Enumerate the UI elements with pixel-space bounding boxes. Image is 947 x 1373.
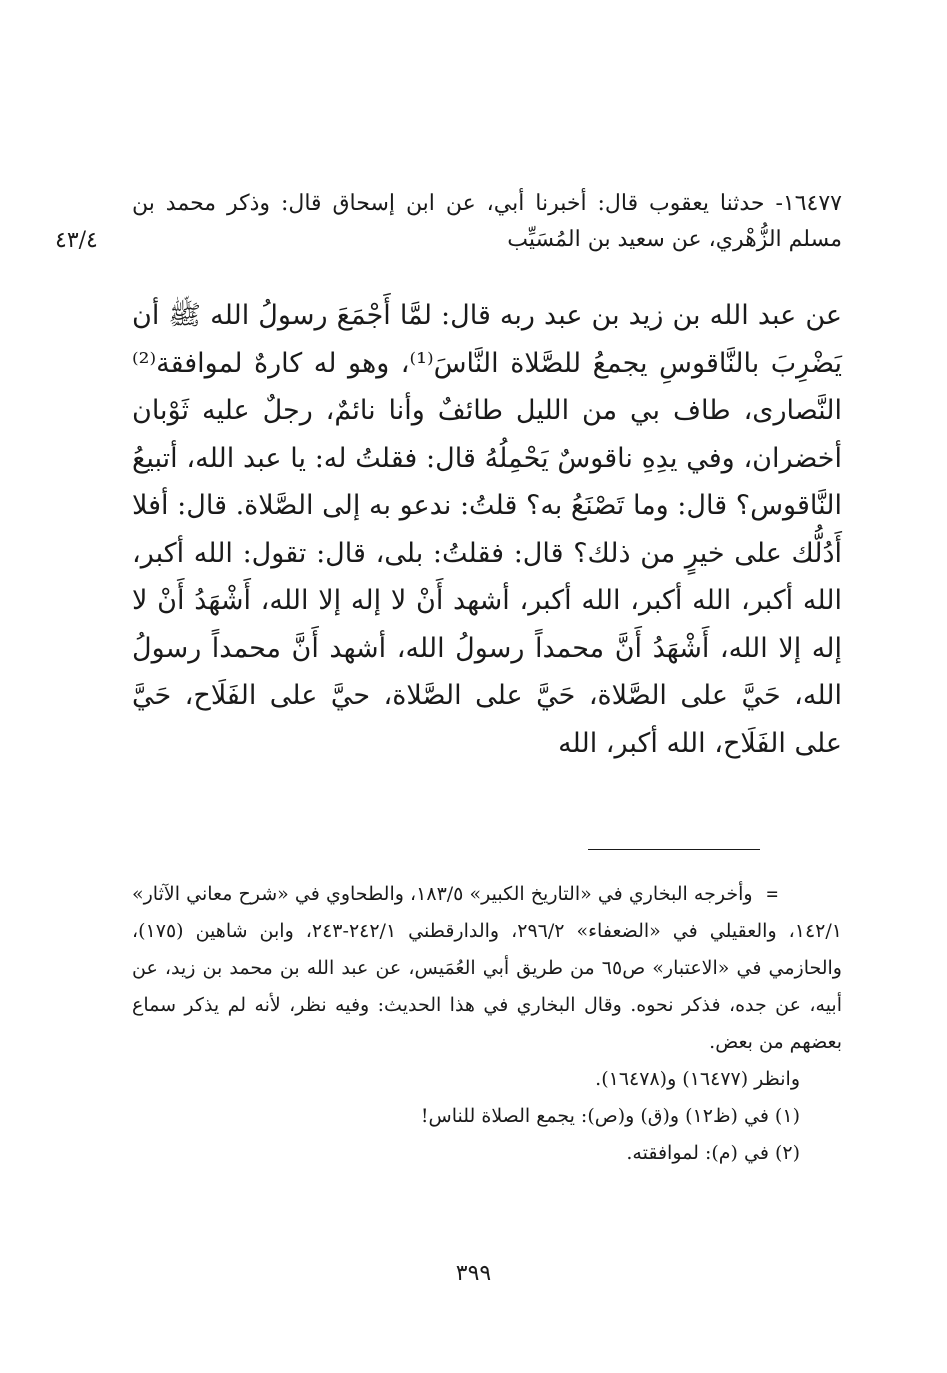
footnote-2: (٢) في (م): لموافقته. <box>626 1142 800 1164</box>
hadith-text <box>132 292 842 767</box>
hadith-paragraph: عن عبد الله بن زيد بن عبد ربه قال: لمَّا أَجْمَعَ رسولُ الله ﷺ أن يَضْرِبَ بالنَّاقوسِ يجمعُ للصَّلاة النَّاسَ⁽¹⁾، وهو له كارهٌ لموافقة⁽²⁾ النَّصارى، طاف بي من الليل طائفٌ وأنا نائمٌ، رجلٌ عليه ثَوْبان أخضران، وفي يدِهِ ناقوسٌ يَحْمِلُهُ قال: فقلتُ له: يا عبد الله، أتبيعُ النَّاقوس؟ قال: وما تَصْنَعُ به؟ قلتُ: ندعو به إلى الصَّلاة. قال: أفلا أَدُلُّك على خيرٍ من ذلك؟ قال: فقلتُ: بلى، قال: تقول: الله أكبر، الله أكبر، الله أكبر، الله أكبر، أشهد أَنْ لا إله إلا الله، أَشْهَدُ أَنْ لا إله إلا الله، أَشْهَدُ أَنَّ محمداً رسولُ الله، أشهد أَنَّ محمداً رسولُ الله، حَيَّ على الصَّلاة، حَيَّ على الصَّلاة، حيَّ على الفَلَاح، حَيَّ على الفَلَاح، الله أكبر، الله <box>132 300 842 759</box>
footnote-see-also: وانظر (١٦٤٧٧) و(١٦٤٧٨). <box>595 1068 800 1090</box>
footnote-continuation <box>132 876 842 1061</box>
hadith-isnad: ١٦٤٧٧- حدثنا يعقوب قال: أخبرنا أبي، عن ابن إسحاق قال: وذكر محمد بن مسلم الزُّهْري، عن سعيد بن المُسَيِّب <box>132 191 842 252</box>
page-number: ٣٩٩ <box>455 1261 492 1286</box>
footnotes <box>132 876 842 1172</box>
continuation-marker: = <box>766 883 778 905</box>
footnote-1: (١) في (ظ١٢) و(ق) و(ص): يجمع الصلاة للناس! <box>420 1105 800 1127</box>
margin-reference: ٤٣/٤ <box>55 228 98 253</box>
footnote-continuation-text: وأخرجه البخاري في «التاريخ الكبير» ١٨٣/٥، والطحاوي في «شرح معاني الآثار» ١٤٢/١، والعقيلي في «الضعفاء» ٢٩٦/٢، والدارقطني ٢٤٢/١-٢٤٣، وابن شاهين (١٧٥)، والحازمي في «الاعتبار» ص٦٥ من طريق أبي العُمَيس، عن عبد الله بن محمد بن زيد، عن أبيه، عن جده، فذكر نحوه. وقال البخاري في هذا الحديث: وفيه نظر، لأنه لم يذكر سماع بعضهم من بعض. <box>132 883 842 1053</box>
footnote-separator <box>588 849 760 850</box>
